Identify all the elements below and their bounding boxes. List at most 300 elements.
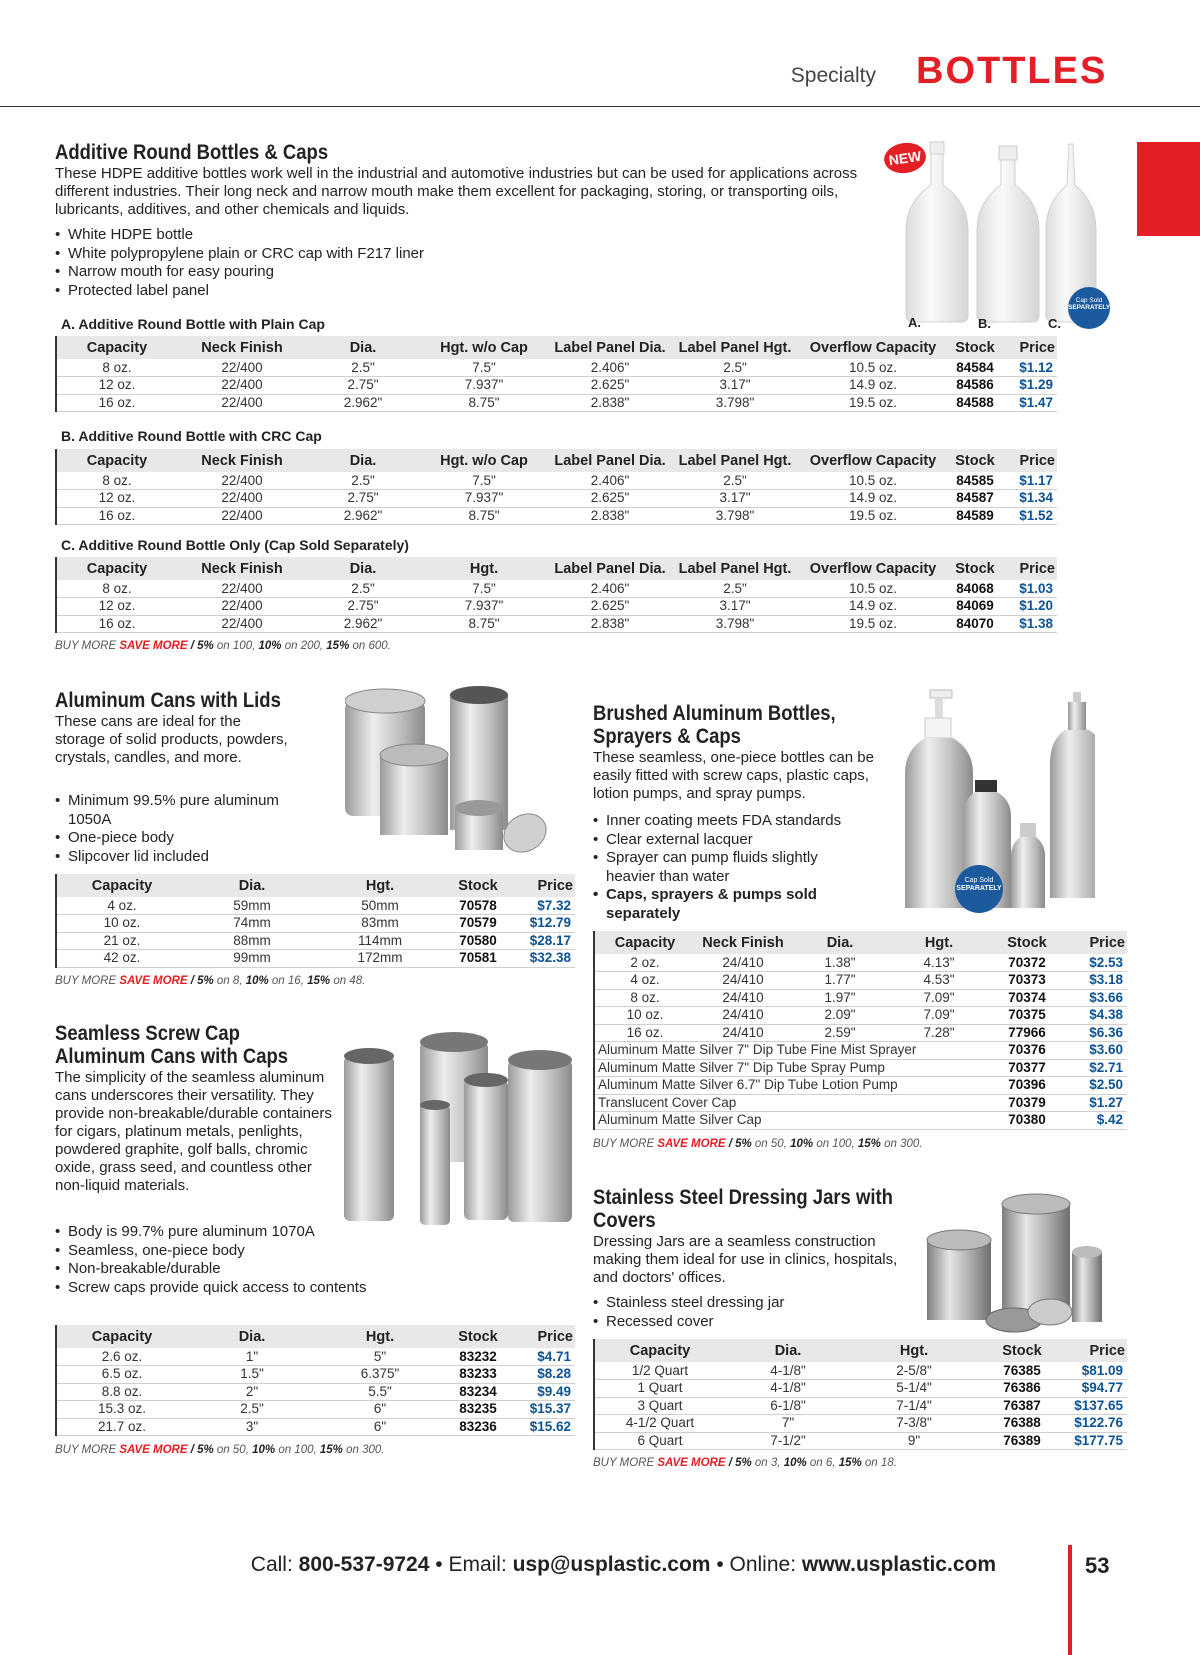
jars-bullets	[593, 1294, 893, 1331]
table-cell: 22/400	[177, 615, 307, 633]
screwcans-bullets	[55, 1223, 455, 1297]
table-cell: 2.59"	[791, 1024, 889, 1042]
column-header: Capacity	[57, 336, 177, 359]
discount-text: SAVE MORE	[119, 1444, 188, 1456]
price-cell: $2.53	[1065, 954, 1127, 972]
table-row[interactable]	[57, 359, 1057, 377]
table-cell: 3.17"	[671, 490, 799, 508]
table-cell: 83mm	[317, 915, 443, 933]
bullet-item: • White polypropylene plain or CRC cap with F217 liner	[55, 245, 424, 264]
table-row[interactable]	[57, 394, 1057, 412]
stock-number-cell: 70372	[989, 954, 1065, 972]
table-cell: 6 Quart	[595, 1432, 725, 1450]
discount-text: BUY MORE	[55, 975, 120, 987]
table-c-title: C. Additive Round Bottle Only (Cap Sold Separately)	[61, 537, 409, 553]
table-cell: 22/400	[177, 377, 307, 395]
discount-text: /	[187, 975, 198, 987]
table-cell: 2.6 oz.	[57, 1348, 187, 1366]
table-cell: 8 oz.	[57, 472, 177, 490]
discount-text: 15%	[326, 640, 350, 652]
discount-text: /	[725, 1138, 736, 1150]
img-label-c: C.	[1048, 316, 1061, 331]
table-cell: 24/410	[695, 1024, 791, 1042]
price-cell: $1.52	[1003, 507, 1057, 525]
footer-contact	[251, 1553, 996, 1577]
table-row[interactable]	[57, 598, 1057, 616]
column-header: Dia.	[307, 557, 419, 580]
column-header: Capacity	[57, 1325, 187, 1348]
table-cell: 2.75"	[307, 490, 419, 508]
table-cell: 24/410	[695, 1007, 791, 1025]
table-header-row	[57, 557, 1057, 580]
price-cell: $2.50	[1065, 1077, 1127, 1095]
accessory-row[interactable]	[595, 1042, 1127, 1060]
column-header: Stock	[947, 557, 1003, 580]
table-cell: 2.09"	[791, 1007, 889, 1025]
bullet-item: • Minimum 99.5% pure aluminum 1050A	[55, 792, 315, 829]
table-row[interactable]	[57, 932, 575, 950]
discount-text: 10%	[252, 1444, 276, 1456]
table-cell: 22/400	[177, 580, 307, 598]
table-cell: 10.5 oz.	[799, 472, 947, 490]
table-row[interactable]	[595, 1397, 1127, 1415]
additive-bullets	[55, 226, 424, 300]
price-cell: $3.66	[1065, 989, 1127, 1007]
section-label: Specialty	[790, 64, 876, 87]
discount-text: BUY MORE	[593, 1457, 658, 1469]
table-cell: 10.5 oz.	[799, 359, 947, 377]
stock-number-cell: 70579	[443, 915, 513, 933]
table-cell: 4-1/8"	[725, 1362, 851, 1380]
jars-title-1: Stainless Steel Dressing Jars with	[593, 1186, 893, 1209]
accessory-row[interactable]	[595, 1059, 1127, 1077]
table-cell: 2.625"	[549, 598, 671, 616]
footer-rule	[1068, 1545, 1072, 1655]
table-row[interactable]	[595, 1432, 1127, 1450]
table-cell: 8 oz.	[595, 989, 695, 1007]
table-cell: 1.77"	[791, 972, 889, 990]
table-cell: 2.75"	[307, 377, 419, 395]
price-cell: $12.79	[513, 915, 575, 933]
discount-text: 15%	[319, 1444, 343, 1456]
screwcans-description: The simplicity of the seamless aluminum cans underscores their versatility. They provide non-breakable/durable containers for cigars, platinum metals, penlights, powdered graphite, golf balls, chromic oxide, grass seed, and countless other non-liquid materials.	[55, 1069, 332, 1194]
discount-text: on 300.	[880, 1138, 923, 1150]
column-header: Neck Finish	[695, 931, 791, 954]
accessory-description: Aluminum Matte Silver 6.7" Dip Tube Lotion Pump	[595, 1077, 989, 1095]
stock-number-cell: 84584	[947, 359, 1003, 377]
table-cell: 2"	[187, 1383, 317, 1401]
table-cell: 22/400	[177, 359, 307, 377]
table-row[interactable]	[57, 1366, 575, 1384]
accessory-row[interactable]	[595, 1112, 1127, 1130]
table-cell: 2.406"	[549, 359, 671, 377]
additive-table-c	[55, 557, 1057, 633]
column-header: Price	[513, 1325, 575, 1348]
stock-number-cell: 70376	[989, 1042, 1065, 1060]
column-header: Hgt.	[317, 1325, 443, 1348]
column-header: Price	[1065, 931, 1127, 954]
price-cell: $137.65	[1067, 1397, 1127, 1415]
table-cell: 16 oz.	[57, 615, 177, 633]
table-cell: 4 oz.	[595, 972, 695, 990]
table-cell: 19.5 oz.	[799, 615, 947, 633]
table-cell: 12 oz.	[57, 377, 177, 395]
discount-text: on 8,	[213, 975, 246, 987]
table-cell: 4-1/8"	[725, 1380, 851, 1398]
column-header: Hgt.	[317, 874, 443, 897]
bullet-item: • Screw caps provide quick access to contents	[55, 1279, 455, 1298]
column-header: Hgt.	[851, 1339, 977, 1362]
stock-number-cell: 83234	[443, 1383, 513, 1401]
jars-volume-discount	[593, 1457, 897, 1469]
stock-number-cell: 70374	[989, 989, 1065, 1007]
additive-table-a	[55, 336, 1057, 412]
table-cell: 14.9 oz.	[799, 490, 947, 508]
discount-text: 5%	[735, 1138, 752, 1150]
price-cell: $32.38	[513, 950, 575, 968]
column-header: Dia.	[725, 1339, 851, 1362]
column-header: Price	[1003, 449, 1057, 472]
table-b-title: B. Additive Round Bottle with CRC Cap	[61, 428, 322, 444]
brushed-title-2: Sprayers & Caps	[593, 725, 741, 748]
table-cell: 172mm	[317, 950, 443, 968]
table-cell: 16 oz.	[595, 1024, 695, 1042]
table-cell: 3.798"	[671, 394, 799, 412]
table-cell: 7-1/2"	[725, 1432, 851, 1450]
stock-number-cell: 76387	[977, 1397, 1067, 1415]
table-cell: 2.5"	[187, 1401, 317, 1419]
column-header: Price	[513, 874, 575, 897]
table-row[interactable]	[57, 615, 1057, 633]
stock-number-cell: 77966	[989, 1024, 1065, 1042]
table-cell: 1.38"	[791, 954, 889, 972]
table-cell: 12 oz.	[57, 490, 177, 508]
alcans-bullets	[55, 792, 315, 866]
column-header: Neck Finish	[177, 449, 307, 472]
table-row[interactable]	[57, 377, 1057, 395]
table-row[interactable]	[595, 1024, 1127, 1042]
table-cell: 22/400	[177, 598, 307, 616]
table-cell: 10 oz.	[595, 1007, 695, 1025]
table-cell: 24/410	[695, 989, 791, 1007]
table-cell: 5"	[317, 1348, 443, 1366]
price-cell: $7.32	[513, 897, 575, 915]
discount-text: on 48.	[330, 975, 366, 987]
table-cell: 99mm	[187, 950, 317, 968]
discount-text: on 6,	[806, 1457, 839, 1469]
column-header: Stock	[977, 1339, 1067, 1362]
bullet-item: • Body is 99.7% pure aluminum 1070A	[55, 1223, 455, 1242]
stock-number-cell: 84586	[947, 377, 1003, 395]
table-cell: 8.75"	[419, 394, 549, 412]
stock-number-cell: 76389	[977, 1432, 1067, 1450]
discount-text: on 50,	[751, 1138, 791, 1150]
table-row[interactable]	[595, 1362, 1127, 1380]
table-cell: 2.5"	[307, 472, 419, 490]
table-cell: 1"	[187, 1348, 317, 1366]
stock-number-cell: 70377	[989, 1059, 1065, 1077]
table-row[interactable]	[57, 1383, 575, 1401]
img-label-a: A.	[908, 315, 921, 330]
discount-text: 15%	[838, 1457, 862, 1469]
accessory-description: Aluminum Matte Silver 7" Dip Tube Fine Mist Sprayer	[595, 1042, 989, 1060]
table-cell: 22/400	[177, 507, 307, 525]
table-cell: 24/410	[695, 972, 791, 990]
stock-number-cell: 70373	[989, 972, 1065, 990]
stock-number-cell: 84068	[947, 580, 1003, 598]
table-row[interactable]	[57, 580, 1057, 598]
discount-text: 10%	[245, 975, 269, 987]
column-header: Label Panel Hgt.	[671, 336, 799, 359]
discount-text: 15%	[307, 975, 331, 987]
stock-number-cell: 84589	[947, 507, 1003, 525]
table-row[interactable]	[595, 1415, 1127, 1433]
table-row[interactable]	[595, 989, 1127, 1007]
table-cell: 7-3/8"	[851, 1415, 977, 1433]
price-cell: $6.36	[1065, 1024, 1127, 1042]
price-cell: $1.03	[1003, 580, 1057, 598]
discount-text: 15%	[857, 1138, 881, 1150]
table-cell: 7.5"	[419, 580, 549, 598]
table-cell: 8 oz.	[57, 359, 177, 377]
table-cell: 6.375"	[317, 1366, 443, 1384]
alcans-volume-discount	[55, 975, 365, 987]
table-cell: 2.625"	[549, 377, 671, 395]
table-cell: 2.838"	[549, 615, 671, 633]
table-cell: 6"	[317, 1401, 443, 1419]
price-cell: $1.34	[1003, 490, 1057, 508]
table-row[interactable]	[595, 954, 1127, 972]
column-header: Stock	[443, 1325, 513, 1348]
table-cell: 3.17"	[671, 598, 799, 616]
stock-number-cell: 70578	[443, 897, 513, 915]
stock-number-cell: 70375	[989, 1007, 1065, 1025]
discount-text: 5%	[735, 1457, 752, 1469]
table-cell: 1 Quart	[595, 1380, 725, 1398]
img-label-b: B.	[978, 316, 991, 331]
table-cell: 114mm	[317, 932, 443, 950]
online-label: • Online:	[710, 1553, 802, 1576]
discount-text: SAVE MORE	[119, 975, 188, 987]
bullet-item: • Narrow mouth for easy pouring	[55, 263, 424, 282]
additive-volume-discount	[55, 640, 391, 652]
price-cell: $.42	[1065, 1112, 1127, 1130]
table-cell: 21 oz.	[57, 932, 187, 950]
brushed-cap-sold-badge	[955, 865, 1003, 913]
column-header: Label Panel Dia.	[549, 557, 671, 580]
accessory-row[interactable]	[595, 1094, 1127, 1112]
table-cell: 8.8 oz.	[57, 1383, 187, 1401]
accessory-description: Aluminum Matte Silver Cap	[595, 1112, 989, 1130]
table-cell: 22/400	[177, 490, 307, 508]
price-cell: $1.29	[1003, 377, 1057, 395]
discount-text: on 200,	[281, 640, 327, 652]
brushed-title-1: Brushed Aluminum Bottles,	[593, 702, 836, 725]
discount-text: /	[187, 640, 198, 652]
column-header: Stock	[989, 931, 1065, 954]
discount-text: 10%	[258, 640, 282, 652]
alcans-title: Aluminum Cans with Lids	[55, 689, 281, 712]
sprayer-bottle	[1050, 692, 1095, 898]
table-cell: 14.9 oz.	[799, 598, 947, 616]
table-cell: 1.97"	[791, 989, 889, 1007]
bullet-item: • Inner coating meets FDA standards	[593, 812, 868, 831]
table-cell: 22/400	[177, 472, 307, 490]
discount-text: /	[187, 1444, 198, 1456]
price-cell: $15.62	[513, 1418, 575, 1436]
accessory-row[interactable]	[595, 1077, 1127, 1095]
discount-text: on 100,	[813, 1138, 858, 1150]
table-row[interactable]	[595, 972, 1127, 990]
column-header: Neck Finish	[177, 336, 307, 359]
column-header: Neck Finish	[177, 557, 307, 580]
table-cell: 16 oz.	[57, 507, 177, 525]
table-row[interactable]	[57, 1401, 575, 1419]
column-header: Hgt. w/o Cap	[419, 336, 549, 359]
brushed-volume-discount	[593, 1138, 923, 1150]
table-row[interactable]	[595, 1380, 1127, 1398]
price-cell: $1.47	[1003, 394, 1057, 412]
email-link[interactable]: usp@usplastic.com	[512, 1553, 711, 1576]
discount-text: 10%	[790, 1138, 814, 1150]
table-row[interactable]	[57, 1348, 575, 1366]
table-cell: 10 oz.	[57, 915, 187, 933]
table-header-row	[57, 449, 1057, 472]
phone-link[interactable]: 800-537-9724	[298, 1553, 430, 1576]
bottle-a-image	[906, 142, 968, 322]
table-cell: 3.798"	[671, 615, 799, 633]
screwcans-title-1: Seamless Screw Cap	[55, 1022, 240, 1045]
discount-text: on 100,	[275, 1444, 320, 1456]
column-header: Price	[1003, 557, 1057, 580]
column-header: Dia.	[187, 1325, 317, 1348]
screwcans-table	[55, 1325, 575, 1436]
table-cell: 2.75"	[307, 598, 419, 616]
cap-sold-text: Cap Sold	[1075, 297, 1103, 304]
discount-text: on 18.	[861, 1457, 897, 1469]
price-cell: $2.71	[1065, 1059, 1127, 1077]
table-row[interactable]	[57, 472, 1057, 490]
jars-description: Dressing Jars are a seamless construction making them ideal for use in clinics, hospitals, and doctors' offices.	[593, 1233, 898, 1286]
table-cell: 6.5 oz.	[57, 1366, 187, 1384]
stock-number-cell: 76388	[977, 1415, 1067, 1433]
table-row[interactable]	[57, 915, 575, 933]
discount-text: 10%	[783, 1457, 807, 1469]
table-cell: 2.838"	[549, 394, 671, 412]
table-cell: 4.13"	[889, 954, 989, 972]
discount-text: BUY MORE	[55, 1444, 120, 1456]
column-header: Overflow Capacity	[799, 336, 947, 359]
discount-text: SAVE MORE	[119, 640, 188, 652]
stock-number-cell: 70396	[989, 1077, 1065, 1095]
table-row[interactable]	[57, 897, 575, 915]
alcans-description: These cans are ideal for the storage of solid products, powders, crystals, candles, and more.	[55, 713, 288, 766]
table-header-row	[57, 874, 575, 897]
column-header: Hgt.	[889, 931, 989, 954]
cap-sold-separately-badge	[1068, 287, 1110, 329]
table-cell: 3.798"	[671, 507, 799, 525]
cap-sold-text: Cap Sold	[964, 877, 994, 884]
stock-number-cell: 70580	[443, 932, 513, 950]
discount-text: /	[725, 1457, 736, 1469]
stock-number-cell: 84588	[947, 394, 1003, 412]
bullet-item: • Sprayer can pump fluids slightly heavier than water	[593, 849, 868, 886]
price-cell: $122.76	[1067, 1415, 1127, 1433]
discount-text: on 600.	[349, 640, 391, 652]
section-tab	[1137, 142, 1200, 236]
new-badge: NEW	[882, 140, 928, 176]
table-row[interactable]	[595, 1007, 1127, 1025]
discount-text: on 3,	[751, 1457, 784, 1469]
table-cell: 5.5"	[317, 1383, 443, 1401]
column-header: Dia.	[791, 931, 889, 954]
stock-number-cell: 83232	[443, 1348, 513, 1366]
price-cell: $94.77	[1067, 1380, 1127, 1398]
price-cell: $28.17	[513, 932, 575, 950]
stock-number-cell: 84585	[947, 472, 1003, 490]
table-cell: 10.5 oz.	[799, 580, 947, 598]
table-cell: 2.5"	[671, 580, 799, 598]
bullet-item: • One-piece body	[55, 829, 315, 848]
table-cell: 4.53"	[889, 972, 989, 990]
bullet-item: • Slipcover lid included	[55, 848, 315, 867]
table-cell: 2.406"	[549, 472, 671, 490]
column-header: Dia.	[307, 336, 419, 359]
table-row[interactable]	[57, 490, 1057, 508]
price-cell: $3.60	[1065, 1042, 1127, 1060]
column-header: Price	[1003, 336, 1057, 359]
column-header: Stock	[947, 336, 1003, 359]
table-row[interactable]	[57, 1418, 575, 1436]
jars-table	[593, 1339, 1127, 1450]
price-cell: $81.09	[1067, 1362, 1127, 1380]
bullet-item: • White HDPE bottle	[55, 226, 424, 245]
table-cell: 7"	[725, 1415, 851, 1433]
bullet-item: • Seamless, one-piece body	[55, 1242, 455, 1261]
table-cell: 8.75"	[419, 615, 549, 633]
stock-number-cell: 70380	[989, 1112, 1065, 1130]
stock-number-cell: 76386	[977, 1380, 1067, 1398]
price-cell: $1.27	[1065, 1094, 1127, 1112]
table-cell: 4-1/2 Quart	[595, 1415, 725, 1433]
table-row[interactable]	[57, 507, 1057, 525]
table-row[interactable]	[57, 950, 575, 968]
brushed-description: These seamless, one-piece bottles can be easily fitted with screw caps, plastic caps, lotion pumps, and spray pumps.	[593, 749, 874, 802]
discount-text: BUY MORE	[593, 1138, 658, 1150]
bullet-item: • Non-breakable/durable	[55, 1260, 455, 1279]
price-cell: $15.37	[513, 1401, 575, 1419]
table-cell: 2.838"	[549, 507, 671, 525]
table-cell: 2.625"	[549, 490, 671, 508]
discount-text: SAVE MORE	[657, 1138, 726, 1150]
separately-text: SEPARATELY	[956, 885, 1002, 892]
column-header: Label Panel Dia.	[549, 336, 671, 359]
discount-text: on 300.	[342, 1444, 385, 1456]
table-cell: 9"	[851, 1432, 977, 1450]
discount-text: BUY MORE	[55, 640, 120, 652]
screwcans-title-2: Aluminum Cans with Caps	[55, 1045, 289, 1068]
price-cell: $1.38	[1003, 615, 1057, 633]
table-cell: 8.75"	[419, 507, 549, 525]
table-cell: 88mm	[187, 932, 317, 950]
discount-text: on 16,	[268, 975, 308, 987]
jars-image	[922, 1192, 1102, 1340]
price-cell: $1.20	[1003, 598, 1057, 616]
stock-number-cell: 70581	[443, 950, 513, 968]
website-link[interactable]: www.usplastic.com	[801, 1553, 996, 1576]
column-header: Dia.	[307, 449, 419, 472]
price-cell: $4.38	[1065, 1007, 1127, 1025]
